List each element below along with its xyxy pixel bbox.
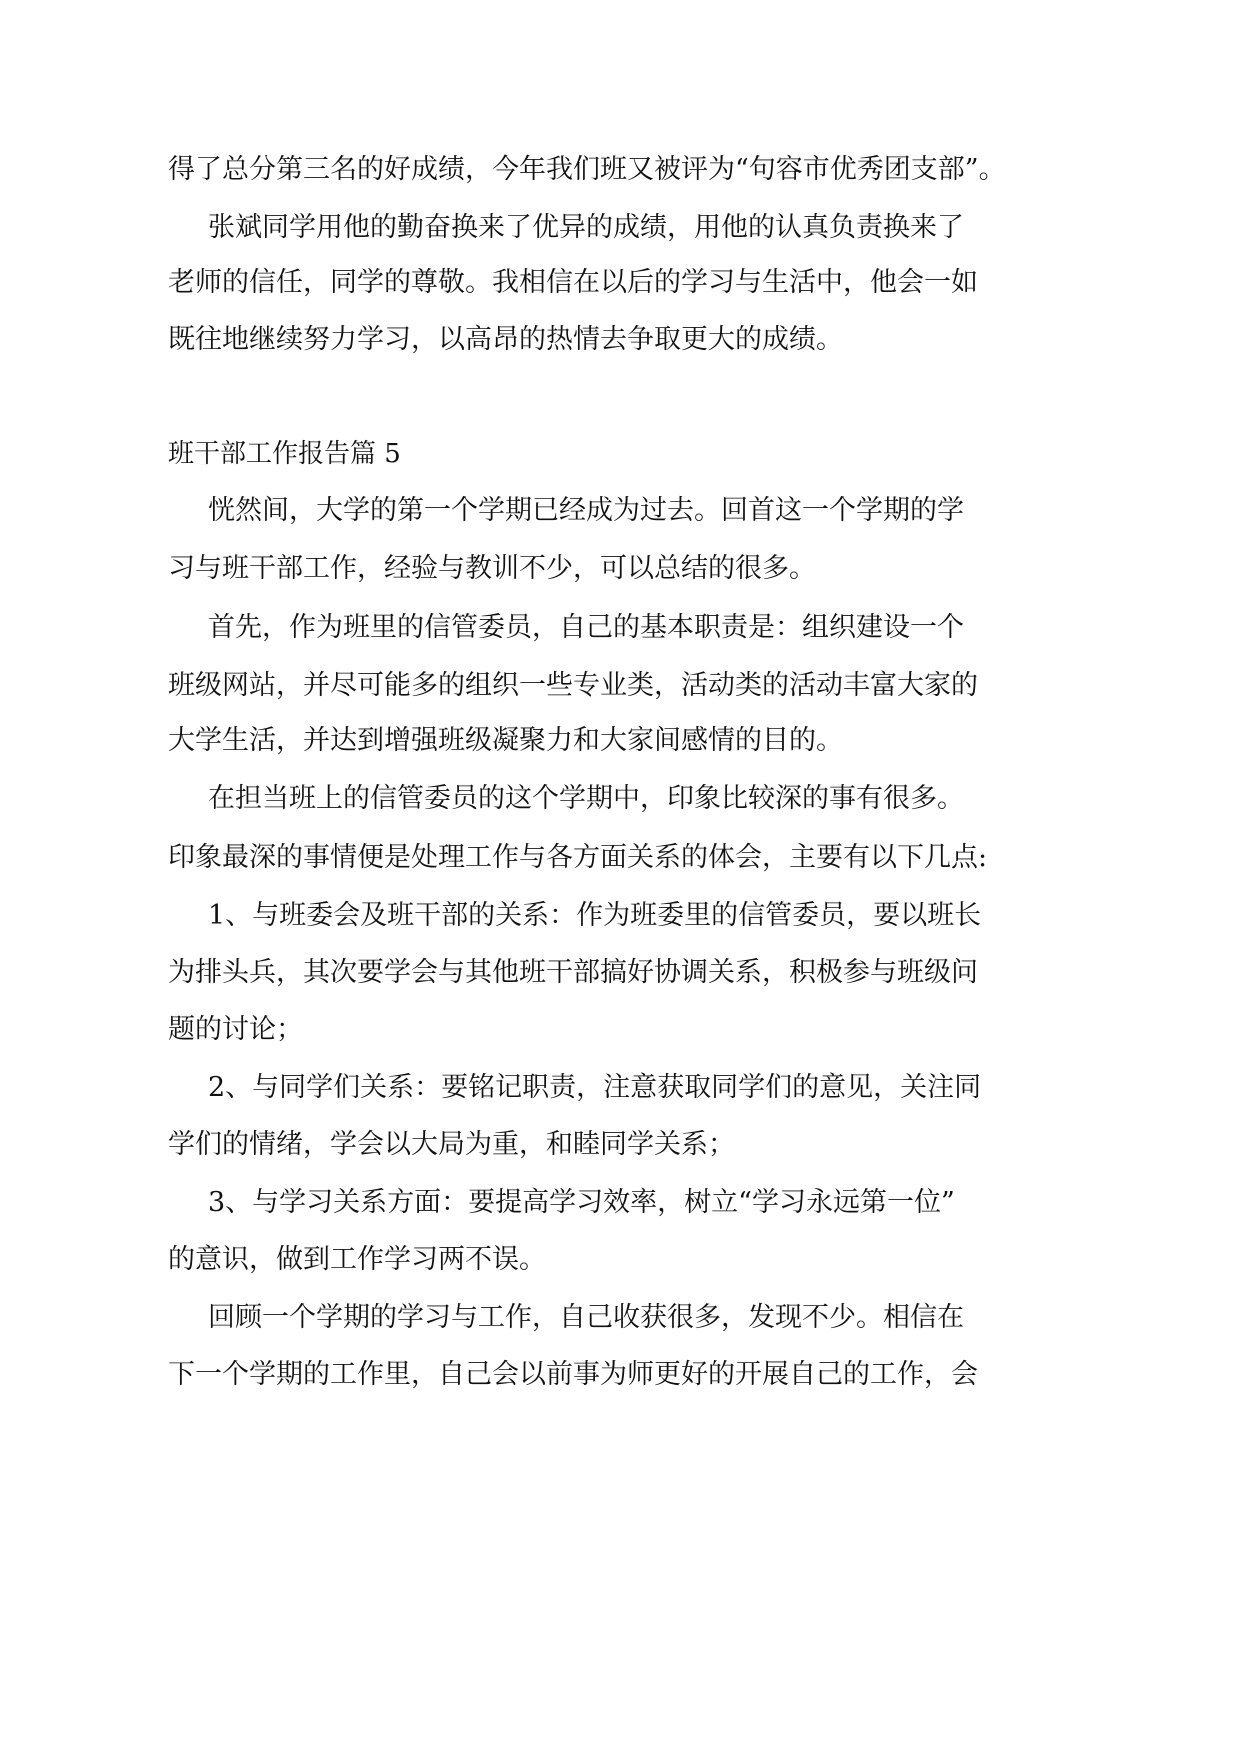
body-line: 老师的信任，同学的尊敬。我相信在以后的学习与生活中，他会一如 xyxy=(168,267,978,298)
body-line: 恍然间，大学的第一个学期已经成为过去。回首这一个学期的学 xyxy=(208,495,964,526)
body-line: 学们的情绪，学会以大局为重，和睦同学关系； xyxy=(168,1129,735,1160)
body-line: 下一个学期的工作里，自己会以前事为师更好的开展自己的工作，会 xyxy=(168,1359,978,1390)
body-line: 习与班干部工作，经验与教训不少，可以总结的很多。 xyxy=(168,553,816,584)
body-line: 首先，作为班里的信管委员，自己的基本职责是：组织建设一个 xyxy=(208,612,964,643)
body-line: 2、与同学们关系：要铭记职责，注意获取同学们的意见，关注同 xyxy=(208,1072,982,1103)
body-line: 的意识，做到工作学习两不误。 xyxy=(168,1244,546,1275)
body-line: 张斌同学用他的勤奋换来了优异的成绩，用他的认真负责换来了 xyxy=(208,212,964,243)
body-line: 大学生活，并达到增强班级凝聚力和大家间感情的目的。 xyxy=(168,725,843,756)
body-line: 1、与班委会及班干部的关系：作为班委里的信管委员，要以班长 xyxy=(208,900,982,931)
body-line: 既往地继续努力学习，以高昂的热情去争取更大的成绩。 xyxy=(168,324,843,355)
body-line: 在担当班上的信管委员的这个学期中，印象比较深的事有很多。 xyxy=(208,783,964,814)
section-heading: 班干部工作报告篇 5 xyxy=(168,439,401,469)
body-line: 题的讨论； xyxy=(168,1014,303,1045)
body-line: 班级网站，并尽可能多的组织一些专业类，活动类的活动丰富大家的 xyxy=(168,670,978,701)
body-line: 3、与学习关系方面：要提高学习效率，树立“学习永远第一位” xyxy=(208,1187,955,1218)
body-line: 印象最深的事情便是处理工作与各方面关系的体会，主要有以下几点: xyxy=(168,842,988,873)
body-line: 得了总分第三名的好成绩，今年我们班又被评为“句容市优秀团支部”。 xyxy=(168,154,1006,185)
body-line: 回顾一个学期的学习与工作，自己收获很多，发现不少。相信在 xyxy=(208,1302,964,1333)
body-line: 为排头兵，其次要学会与其他班干部搞好协调关系，积极参与班级问 xyxy=(168,957,978,988)
